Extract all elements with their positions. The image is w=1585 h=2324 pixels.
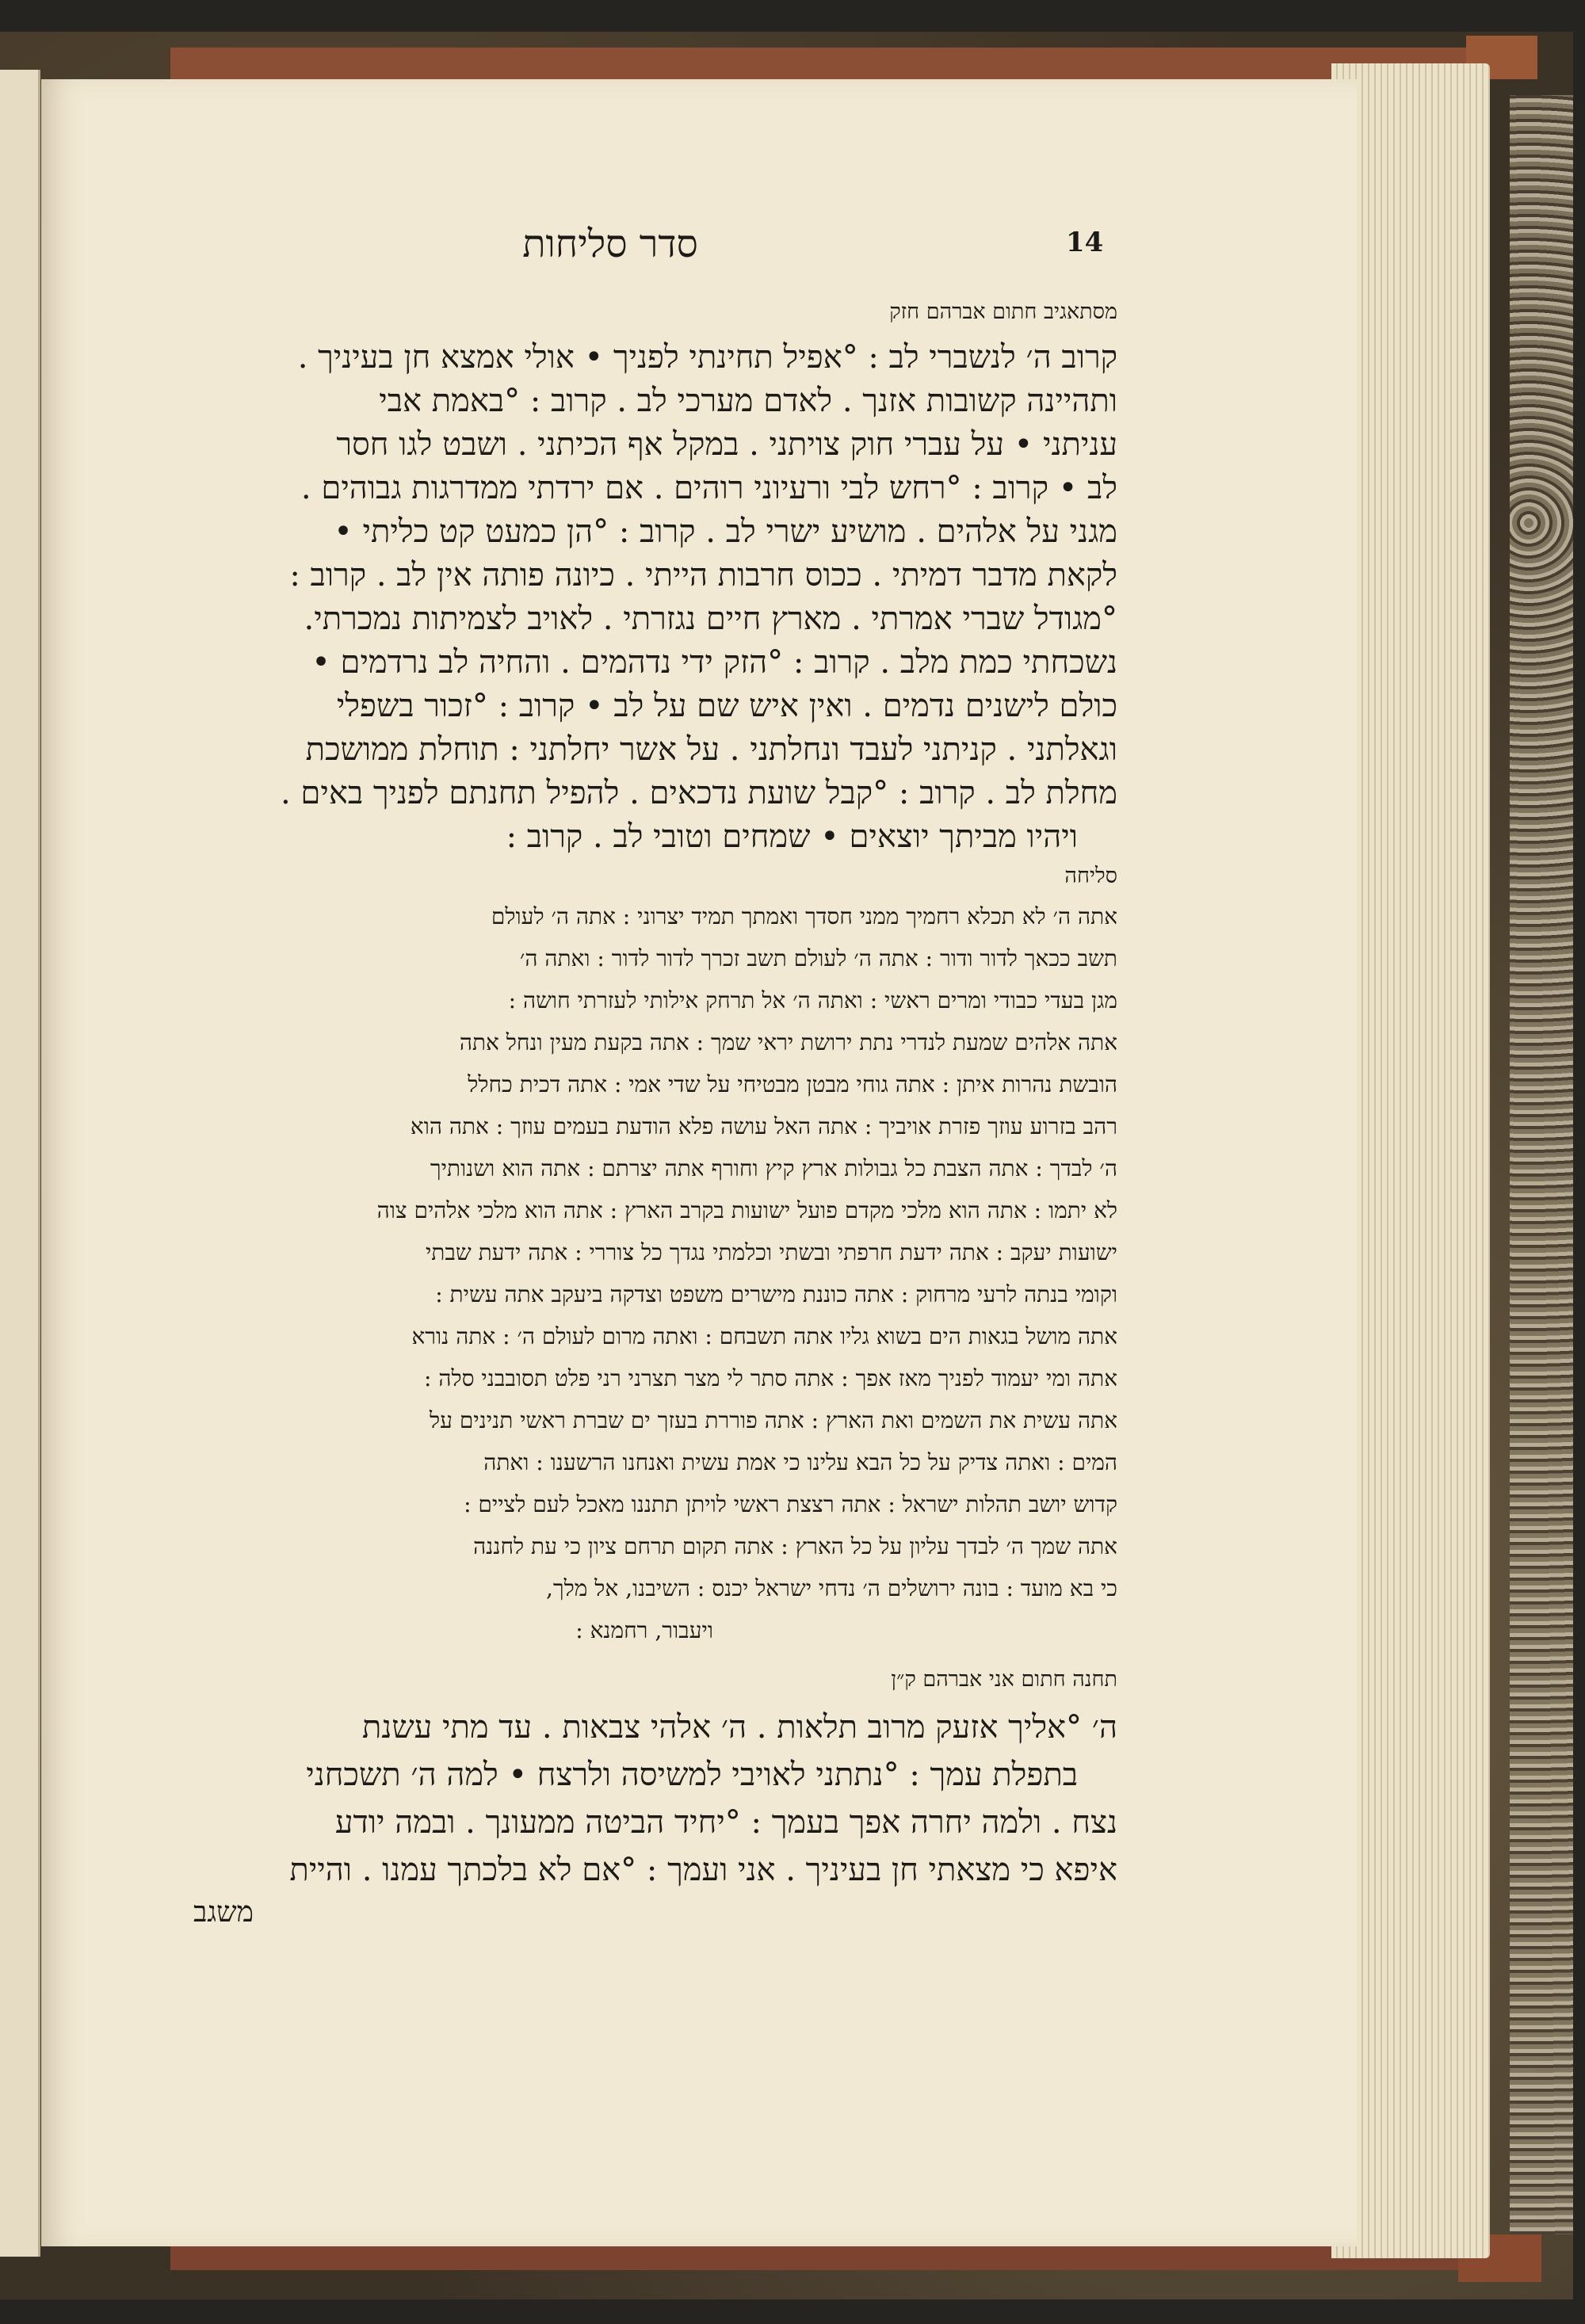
section1-line-2: ותהיינה קשובות אזנך . לאדם מערכי לב . קרוב : °באמת אבי bbox=[379, 383, 1117, 419]
section2-line-14: המים : ואתה צדיק על כל הבא עלינו כי אמת עשית ואנחנו הרשענו : ואתה bbox=[483, 1449, 1117, 1475]
section1-line-7: °מגודל שברי אמרתי . מארץ חיים נגזרתי . לאויב לצמיתות נמכרתי. bbox=[304, 601, 1117, 637]
page-number: 14 bbox=[1066, 227, 1104, 258]
section2-line-12: אתה ומי יעמוד לפניך מאז אפך : אתה סתר לי מצר תצרני רני פלט תסובבני סלה : bbox=[424, 1365, 1117, 1391]
running-title: סדר סליחות bbox=[522, 222, 698, 266]
section2-line-16: אתה שמך ה׳ לבדך עליון על כל הארץ : אתה תקום תרחם ציון כי עת לחננה bbox=[473, 1533, 1117, 1559]
section2-line-17: כי בא מועד : בונה ירושלים ה׳ נדחי ישראל יכנס : השיבנו, אל מלך, bbox=[546, 1575, 1117, 1601]
section2-line-3: מגן בעדי כבודי ומרים ראשי : ואתה ה׳ אל תרחק אילותי לעזרתי חושה : bbox=[508, 987, 1117, 1013]
marbled-board bbox=[1510, 95, 1573, 2234]
section2-line-8: לא יתמו : אתה הוא מלכי מקדם פועל ישועות בקרב הארץ : אתה הוא מלכי אלהים צוה bbox=[376, 1197, 1117, 1223]
facing-page-edge bbox=[0, 70, 40, 2257]
section1-line-6: לקאת מדבר דמיתי . ככוס חרבות הייתי . כיונה פותה אין לב . קרוב : bbox=[289, 557, 1117, 593]
section1-line-10: וגאלתני . קניתני לעבד ונחלתני . על אשר יחלתני : תוחלת ממושכת bbox=[305, 731, 1117, 768]
section2-line-15: קדוש יושב תהלות ישראל : אתה רצצת ראשי לויתן תתננו מאכל לעם לציים : bbox=[464, 1491, 1117, 1517]
section1-line-8: נשכחתי כמת מלב . קרוב : °הזק ידי נדהמים . והחיה לב נרדמים • bbox=[311, 644, 1117, 681]
section2-line-11: אתה מושל בגאות הים בשוא גליו אתה תשבחם : ואתה מרום לעולם ה׳ : אתה נורא bbox=[411, 1323, 1117, 1349]
section1-line-1: קרוב ה׳ לנשברי לב : °אפיל תחינתי לפניך • אולי אמצא חן בעיניך . bbox=[297, 339, 1117, 376]
section2-line-4: אתה אלהים שמעת לנדרי נתת ירושת יראי שמך : אתה בקעת מעין ונחל אתה bbox=[459, 1029, 1117, 1055]
catchword: משגב bbox=[193, 1896, 254, 1929]
section2-line-13: אתה עשית את השמים ואת הארץ : אתה פוררת בעזך ים שברת ראשי תנינים על bbox=[430, 1407, 1117, 1433]
section2-line-5: הובשת נהרות איתן : אתה גוחי מבטן מבטיחי על שדי אמי : אתה דכית כחלל bbox=[468, 1071, 1117, 1097]
section3-heading: תחנה חתום אני אברהם ק״ן bbox=[891, 1667, 1117, 1692]
section1-line-4: לב • קרוב : °רחש לבי ורעיוני רוהים . אם ירדתי ממדרגות גבוהים . bbox=[300, 470, 1117, 506]
section2-line-9: ישועות יעקב : אתה ידעת חרפתי ובשתי וכלמתי נגדך כל צוררי : אתה ידעת שבתי bbox=[425, 1239, 1117, 1265]
section1-line-11: מחלת לב . קרוב : °קבל שועת נדכאים . להפיל תחנתם לפניך באים . bbox=[280, 775, 1117, 811]
section2-line-10: וקומי בנתה לרעי מרחוק : אתה כוננת מישרים משפט וצדקה ביעקב אתה עשית : bbox=[435, 1281, 1117, 1307]
section1-line-9: כולם לישנים נדמים . ואין איש שם על לב • קרוב : °זכור בשפלי bbox=[336, 688, 1117, 724]
section2-line-2: תשב ככאך לדור ודור : אתה ה׳ לעולם תשב זכרך לדור לדור : ואתה ה׳ bbox=[519, 945, 1117, 971]
section1-line-12: ויהיו מביתך יוצאים • שמחים וטובי לב . קרוב : bbox=[506, 819, 1078, 855]
section3-line-1: ה׳ °אליך אזעק מרוב תלאות . ה׳ אלהי צבאות . עד מתי עשנת bbox=[361, 1709, 1117, 1746]
section3-line-2: בתפלת עמך : °נתתני לאויבי למשיסה ולרצח • למה ה׳ תשכחני bbox=[306, 1757, 1078, 1793]
section2-heading: סליחה bbox=[1064, 864, 1117, 888]
section1-line-5: מגני על אלהים . מושיע ישרי לב . קרוב : °הן כמעט קט כליתי • bbox=[334, 513, 1117, 550]
section1-line-3: עניתני • על עברי חוק צויתני . במקל אף הכיתני . ושבט לגו חסר bbox=[336, 426, 1117, 463]
section2-line-7: ה׳ לבדך : אתה הצבת כל גבולות ארץ קיץ וחורף אתה יצרתם : אתה הוא ושנותיך bbox=[430, 1155, 1117, 1181]
section3-line-3: נצח . ולמה יחרה אפך בעמך : °יחיד הביטה ממעונך . ובמה יודע bbox=[334, 1804, 1117, 1841]
section1-heading: מסתאגיב חתום אברהם חזק bbox=[889, 300, 1117, 324]
section2-line-18: ויעבור, רחמנא : bbox=[575, 1617, 713, 1643]
leather-binding-top bbox=[170, 48, 1518, 79]
section3-line-4: איפא כי מצאתי חן בעיניך . אני ועמך : °אם לא בלכתך עמנו . והיית bbox=[289, 1852, 1117, 1888]
section2-line-1: אתה ה׳ לא תכלא רחמיך ממני חסדך ואמתך תמיד יצרוני : אתה ה׳ לעולם bbox=[491, 903, 1117, 929]
section2-line-6: רהב בזרוע עוזך פזרת אויביך : אתה האל עושה פלא הודעת בעמים עוזך : אתה הוא bbox=[410, 1113, 1117, 1139]
